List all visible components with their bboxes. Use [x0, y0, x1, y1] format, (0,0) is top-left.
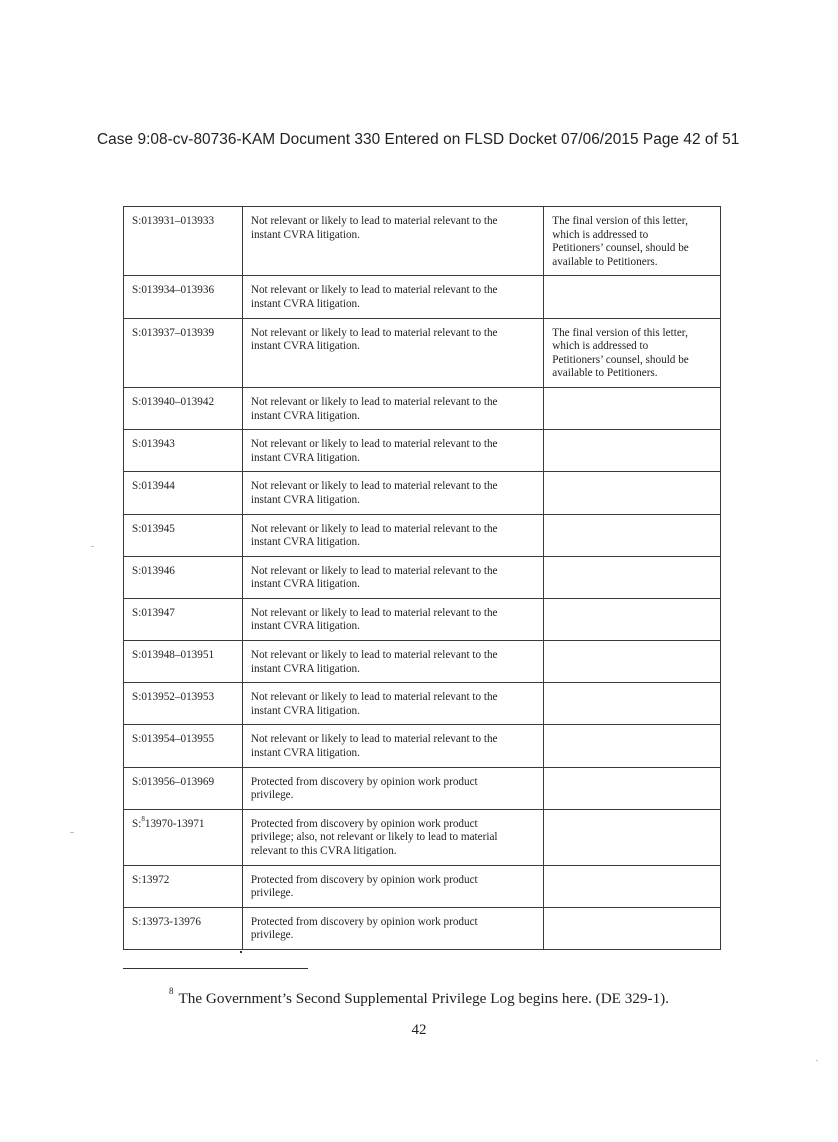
- reason-line: privilege.: [250, 929, 294, 942]
- log-row: [124, 809, 721, 865]
- bates-number-cell: S:013944: [124, 472, 243, 514]
- bates-suffix: 13970-13971: [144, 817, 205, 830]
- log-row: [124, 387, 721, 429]
- reason-line: instant CVRA litigation.: [250, 578, 360, 591]
- log-row: [124, 865, 721, 907]
- case-header: Case 9:08-cv-80736-KAM Document 330 Entered on FLSD Docket 07/06/2015 Page 42 of 51: [97, 131, 740, 148]
- log-row: [124, 641, 721, 683]
- withholding-reason-cell: [242, 907, 543, 949]
- bates-number-cell: S:013937–013939: [124, 318, 243, 387]
- withholding-reason-cell: [242, 641, 543, 683]
- withholding-reason-cell: [242, 683, 543, 725]
- reason-line: instant CVRA litigation.: [250, 228, 360, 241]
- withholding-reason-cell: [242, 472, 543, 514]
- reason-line: Not relevant or likely to lead to material relevant to the: [250, 215, 498, 227]
- stray-dot: [240, 951, 242, 953]
- footnote-marker: 8: [169, 986, 174, 996]
- reason-line: Not relevant or likely to lead to material relevant to the: [250, 326, 498, 339]
- scan-speck: [816, 1060, 818, 1061]
- notes-cell: [544, 865, 721, 907]
- notes-cell: [544, 683, 721, 725]
- withholding-reason-cell: [242, 318, 543, 387]
- notes-cell: [544, 725, 721, 767]
- reason-line: privilege.: [250, 887, 294, 900]
- reason-line: Not relevant or likely to lead to material relevant to the: [250, 438, 498, 451]
- bates-number-cell: S:13972: [124, 865, 243, 907]
- bates-number-cell: S:013946: [124, 556, 243, 598]
- reason-line: privilege; also, not relevant or likely to lead to material: [250, 831, 498, 844]
- note-line: available to Petitioners.: [552, 367, 658, 380]
- reason-line: Not relevant or likely to lead to material relevant to the: [250, 395, 498, 408]
- bates-number-cell: S:013934–013936: [124, 276, 243, 318]
- notes-cell: [544, 514, 721, 556]
- bates-number-cell: S:013954–013955: [124, 725, 243, 767]
- reason-line: Protected from discovery by opinion work product: [250, 873, 478, 886]
- withholding-reason-cell: [242, 556, 543, 598]
- reason-line: Not relevant or likely to lead to material relevant to the: [250, 649, 498, 662]
- reason-line: Not relevant or likely to lead to material relevant to the: [250, 691, 498, 704]
- footnote: [169, 986, 670, 1008]
- notes-cell: [544, 387, 721, 429]
- withholding-reason-cell: [242, 767, 543, 809]
- reason-line: Not relevant or likely to lead to material relevant to the: [250, 480, 498, 493]
- log-row: [124, 318, 721, 387]
- reason-line: instant CVRA litigation.: [250, 409, 360, 422]
- notes-cell: [544, 556, 721, 598]
- bates-number-cell: S:013948–013951: [124, 641, 243, 683]
- note-line: which is addressed to: [552, 340, 649, 353]
- bates-number-cell: S:013956–013969: [124, 767, 243, 809]
- log-row: [124, 207, 721, 276]
- bates-number-cell: S:013931–013933: [124, 207, 243, 276]
- notes-cell: [544, 207, 721, 276]
- notes-cell: [544, 318, 721, 387]
- log-row: [124, 514, 721, 556]
- reason-line: instant CVRA litigation.: [250, 340, 360, 353]
- scan-speck: [70, 832, 74, 833]
- notes-cell: [544, 276, 721, 318]
- reason-line: instant CVRA litigation.: [250, 704, 360, 717]
- notes-cell: [544, 641, 721, 683]
- withholding-reason-cell: [242, 276, 543, 318]
- notes-cell: [544, 430, 721, 472]
- withholding-reason-cell: [242, 514, 543, 556]
- log-row: [124, 683, 721, 725]
- reason-line: privilege.: [250, 789, 294, 802]
- log-row: [124, 472, 721, 514]
- withholding-reason-cell: [242, 809, 543, 865]
- bates-number-cell: [124, 809, 243, 865]
- log-row: [124, 767, 721, 809]
- reason-line: relevant to this CVRA litigation.: [250, 845, 397, 857]
- notes-cell: [544, 907, 721, 949]
- note-line: The final version of this letter,: [552, 215, 688, 227]
- notes-cell: [544, 767, 721, 809]
- reason-line: instant CVRA litigation.: [250, 620, 360, 633]
- withholding-reason-cell: [242, 387, 543, 429]
- reason-line: Not relevant or likely to lead to material relevant to the: [250, 564, 498, 577]
- bates-number-cell: S:013943: [124, 430, 243, 472]
- log-row: [124, 598, 721, 640]
- withholding-reason-cell: [242, 207, 543, 276]
- note-line: The final version of this letter,: [552, 326, 688, 339]
- privilege-log-body: [124, 207, 721, 950]
- notes-cell: [544, 598, 721, 640]
- note-line: which is addressed to: [552, 228, 649, 241]
- scan-speck: [91, 546, 94, 547]
- withholding-reason-cell: [242, 598, 543, 640]
- bates-prefix: S:: [132, 817, 142, 830]
- bates-number-cell: S:013952–013953: [124, 683, 243, 725]
- note-line: Petitioners’ counsel, should be: [552, 353, 689, 366]
- footnote-reference: 8: [141, 815, 145, 824]
- footnote-text: The Government’s Second Supplemental Privilege Log begins here. (DE 329-1).: [178, 990, 670, 1008]
- withholding-reason-cell: [242, 725, 543, 767]
- withholding-reason-cell: [242, 430, 543, 472]
- privilege-log-table: [123, 206, 721, 950]
- note-line: available to Petitioners.: [552, 255, 658, 268]
- reason-line: Protected from discovery by opinion work product: [250, 817, 478, 830]
- bates-number-cell: S:13973-13976: [124, 907, 243, 949]
- notes-cell: [544, 472, 721, 514]
- reason-line: instant CVRA litigation.: [250, 662, 360, 675]
- log-row: [124, 276, 721, 318]
- log-row: [124, 725, 721, 767]
- reason-line: instant CVRA litigation.: [250, 451, 360, 464]
- reason-line: instant CVRA litigation.: [250, 536, 360, 549]
- log-row: [124, 430, 721, 472]
- page-number: 42: [411, 1022, 427, 1038]
- reason-line: Not relevant or likely to lead to material relevant to the: [250, 606, 498, 619]
- reason-line: instant CVRA litigation.: [250, 297, 360, 310]
- notes-cell: [544, 809, 721, 865]
- reason-line: Not relevant or likely to lead to material relevant to the: [250, 733, 498, 746]
- reason-line: Not relevant or likely to lead to material relevant to the: [250, 522, 498, 535]
- log-row: [124, 907, 721, 949]
- footnote-rule: [123, 968, 308, 969]
- bates-number-cell: S:013940–013942: [124, 387, 243, 429]
- withholding-reason-cell: [242, 865, 543, 907]
- log-row: [124, 556, 721, 598]
- bates-number-cell: S:013945: [124, 514, 243, 556]
- reason-line: Protected from discovery by opinion work product: [250, 775, 478, 788]
- reason-line: Not relevant or likely to lead to material relevant to the: [250, 284, 498, 297]
- bates-number-cell: S:013947: [124, 598, 243, 640]
- reason-line: instant CVRA litigation.: [250, 747, 360, 760]
- reason-line: instant CVRA litigation.: [250, 493, 360, 506]
- reason-line: Protected from discovery by opinion work product: [250, 915, 478, 928]
- note-line: Petitioners’ counsel, should be: [552, 242, 689, 255]
